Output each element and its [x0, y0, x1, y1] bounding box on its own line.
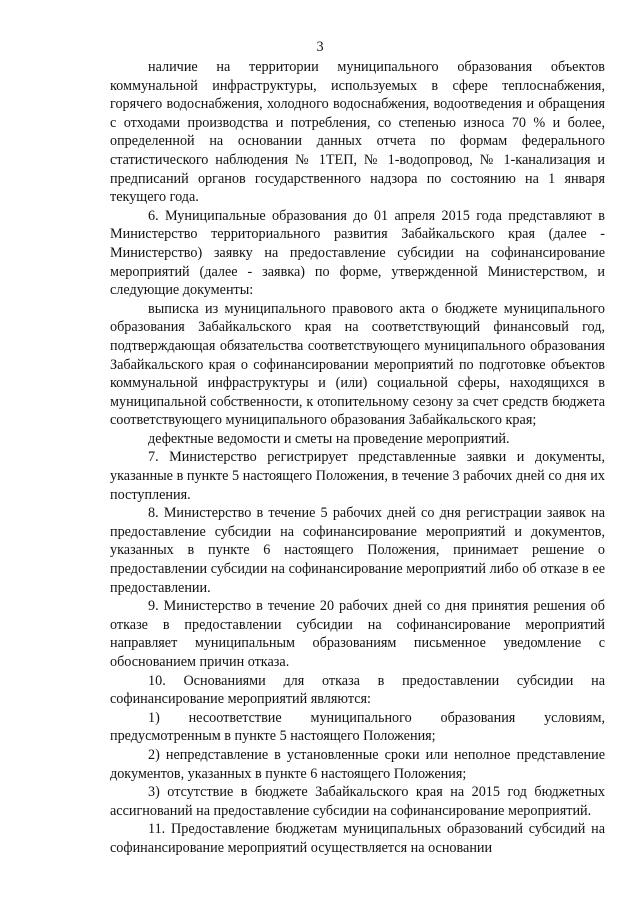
paragraph-10-item-2: 2) непредставление в установленные сроки или неполное представление документов, указанных в пункте 6 настоящего Положения;	[110, 746, 605, 782]
paragraph-budget-extract: выписка из муниципального правового акта о бюджете муниципального образования Забайкальского края на соответствующий финансовый год, подтверждающая обязательства соответствующего муниципального образования Забайкальского края о софинансировании мероприятий по подготовке объектов коммунальной инфраструктуры и (или) социальной сферы, находящихся в муниципальной собственности, к отопительному сезону за счет средств бюджета соответствующего муниципального образования Забайкальского края;	[110, 300, 605, 429]
page-number: 3	[316, 39, 324, 55]
paragraph-8-decision: 8. Министерство в течение 5 рабочих дней со дня регистрации заявок на предоставление субсидии на софинансирование мероприятий и документов, указанных в пункте 6 настоящего Положения, принимает решение о предоставлении субсидии на софинансирование мероприятий либо об отказе в ее предоставлении.	[110, 505, 605, 596]
paragraph-7-registration: 7. Министерство регистрирует представленные заявки и документы, указанные в пункте 5 настоящего Положения, в течение 3 рабочих дней со дня их поступления.	[110, 449, 605, 503]
paragraph-defect-lists: дефектные ведомости и сметы на проведение мероприятий.	[148, 430, 510, 447]
paragraph-11-subsidy-provision: 11. Предоставление бюджетам муниципальных образований субсидий на софинансирование мероприятий осуществляется на основании	[110, 821, 605, 856]
paragraph-10-item-3: 3) отсутствие в бюджете Забайкальского края на 2015 год бюджетных ассигнований на предоставление субсидии на софинансирование мероприятий.	[110, 784, 605, 819]
paragraph-infrastructure-criteria: наличие на территории муниципального образования объектов коммунальной инфраструктуры, используемых в сфере теплоснабжения, горячего водоснабжения, холодного водоснабжения, водоотведения и обращения с отходами производства и потребления, со степенью износа 70 % и более, определенной на основании данных отчета по формам федерального статистического наблюдения № 1ТЕП, № 1-водопровод, № 1-канализация и предписаний органов государственного надзора по состоянию на 1 января текущего года.	[110, 59, 605, 206]
paragraph-10-refusal-grounds: 10. Основаниями для отказа в предоставлении субсидии на софинансирование мероприятий являются:	[110, 672, 605, 708]
paragraph-10-item-1: 1) несоответствие муниципального образования условиям, предусмотренным в пункте 5 настоящего Положения;	[110, 709, 605, 745]
document-body	[110, 58, 605, 858]
paragraph-6-application: 6. Муниципальные образования до 01 апреля 2015 года представляют в Министерство территориального развития Забайкальского края (далее - Министерство) заявку на предоставление субсидии на софинансирование мероприятий (далее - заявка) по форме, утвержденной Министерством, и следующие документы:	[110, 207, 605, 299]
paragraph-9-refusal-notice: 9. Министерство в течение 20 рабочих дней со дня принятия решения об отказе в предоставлении субсидии на софинансирование мероприятий направляет муниципальным образованиям письменное уведомление с обоснованием причин отказа.	[110, 598, 605, 670]
